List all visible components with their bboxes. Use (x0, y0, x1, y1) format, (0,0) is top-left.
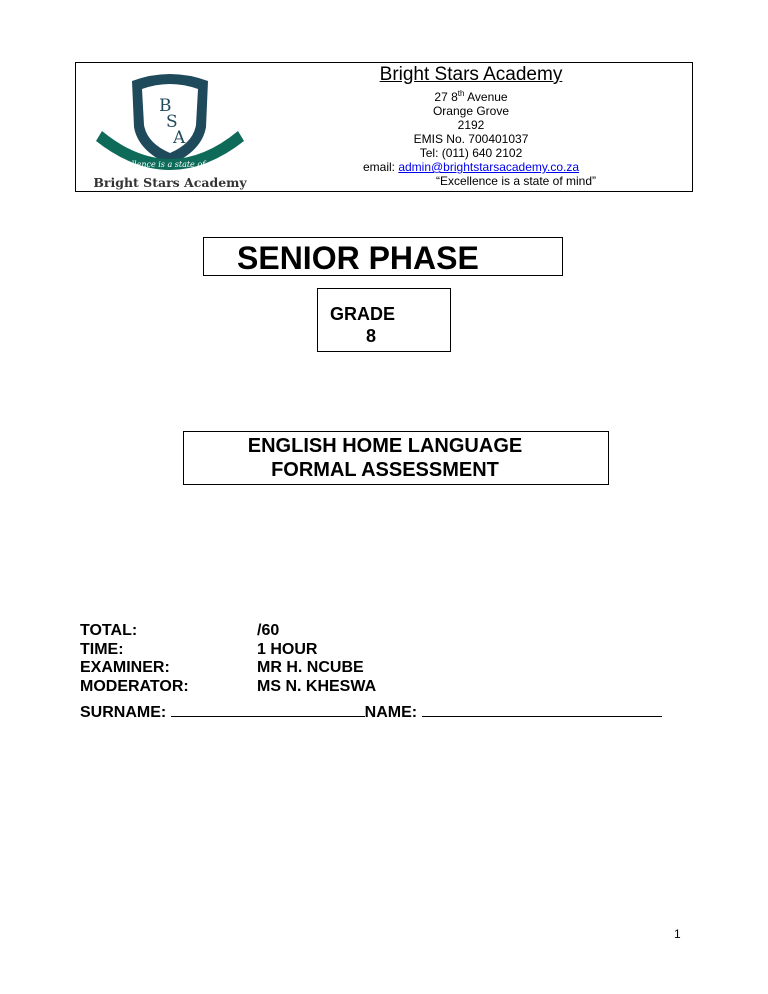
school-tel: Tel: (011) 640 2102 (419, 146, 523, 160)
school-address: 27 8th Avenue (434, 89, 508, 104)
surname-label: SURNAME: (80, 704, 167, 721)
name-field[interactable] (422, 704, 662, 717)
email-link[interactable]: admin@brightstarsacademy.co.za (398, 160, 580, 174)
grade-box (317, 288, 451, 352)
assessment-type: FORMAL ASSESSMENT (271, 459, 499, 481)
student-name-row (80, 704, 662, 722)
phase-box (203, 237, 563, 276)
name-label: NAME: (364, 704, 418, 721)
school-postal-code: 2192 (457, 118, 485, 132)
shield-icon (84, 69, 256, 175)
grade-label: GRADE (330, 304, 396, 324)
detail-row-examiner: EXAMINER: MR H. NCUBE (80, 659, 364, 676)
logo-letter-a: A (173, 128, 186, 148)
subject-title: ENGLISH HOME LANGUAGE (247, 435, 523, 457)
detail-row-total: TOTAL: /60 (80, 622, 280, 639)
school-logo (84, 69, 256, 190)
school-name: Bright Stars Academy (379, 64, 563, 85)
logo-letter-s: S (166, 112, 178, 132)
subject-box (183, 431, 609, 485)
logo-ribbon-text: Excellence is a state of mind (111, 160, 229, 169)
school-emis: EMIS No. 700401037 (413, 132, 529, 146)
school-contact-info (261, 63, 681, 188)
grade-number: 8 (366, 326, 377, 346)
phase-title: SENIOR PHASE (237, 240, 479, 276)
school-email: email: admin@brightstarsacademy.co.za (362, 160, 580, 174)
exam-details (80, 622, 376, 696)
surname-field[interactable] (171, 704, 365, 717)
page-number: 1 (674, 927, 681, 941)
school-suburb: Orange Grove (432, 104, 510, 118)
detail-row-time: TIME: 1 HOUR (80, 640, 318, 658)
logo-letter-b: B (159, 96, 172, 116)
school-motto: “Excellence is a state of mind” (435, 174, 597, 188)
school-header (75, 62, 693, 192)
logo-label: Bright Stars Academy (93, 175, 247, 190)
detail-row-moderator: MODERATOR: MS N. KHESWA (80, 677, 377, 695)
